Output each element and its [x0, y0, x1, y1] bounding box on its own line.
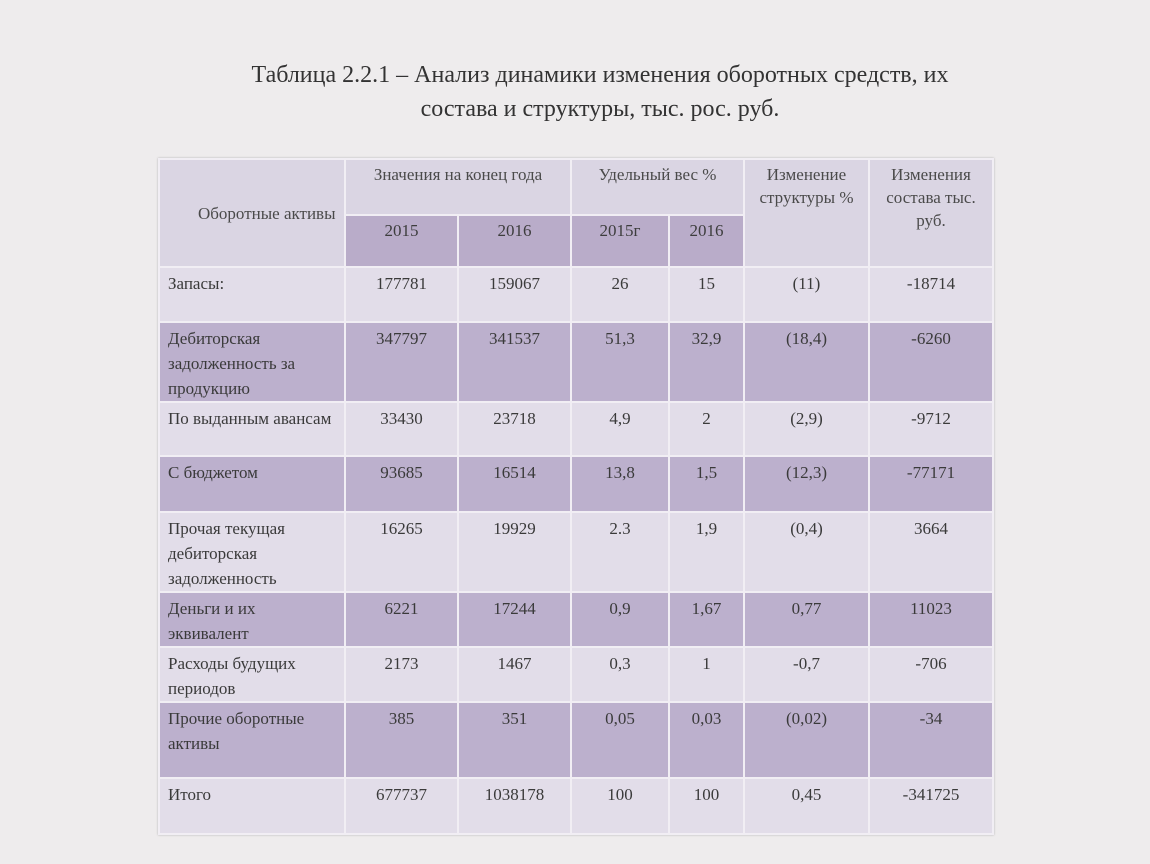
- cell-value-2016: 19929: [458, 512, 571, 592]
- cell-structure-change: 0,45: [744, 778, 869, 834]
- cell-share-2015: 13,8: [571, 456, 669, 512]
- table-row: [159, 702, 993, 778]
- cell-structure-change: 0,77: [744, 592, 869, 647]
- cell-value-2015: 177781: [345, 267, 458, 322]
- cell-value-2015: 6221: [345, 592, 458, 647]
- cell-composition-change: 3664: [869, 512, 993, 592]
- cell-value-2016: 23718: [458, 402, 571, 456]
- cell-share-2015: 100: [571, 778, 669, 834]
- table-row: [159, 592, 993, 647]
- row-label: По выданным авансам: [159, 402, 345, 456]
- cell-composition-change: -9712: [869, 402, 993, 456]
- table-row: [159, 512, 993, 592]
- cell-value-2015: 677737: [345, 778, 458, 834]
- cell-value-2015: 16265: [345, 512, 458, 592]
- row-label: Прочая текущая дебиторская задолженность: [159, 512, 345, 592]
- header-values-end-year: Значения на конец года: [345, 159, 571, 215]
- row-label: Итого: [159, 778, 345, 834]
- table-row-total: [159, 778, 993, 834]
- cell-structure-change: (12,3): [744, 456, 869, 512]
- cell-composition-change: -341725: [869, 778, 993, 834]
- cell-share-2016: 1,5: [669, 456, 744, 512]
- cell-share-2016: 100: [669, 778, 744, 834]
- cell-structure-change: (18,4): [744, 322, 869, 402]
- table-row: [159, 322, 993, 402]
- cell-value-2015: 33430: [345, 402, 458, 456]
- header-share-percent: Удельный вес %: [571, 159, 744, 215]
- header-structure-change: Изменение структуры %: [744, 159, 869, 267]
- header-assets: Оборотные активы: [159, 159, 345, 267]
- cell-share-2015: 4,9: [571, 402, 669, 456]
- cell-value-2016: 159067: [458, 267, 571, 322]
- cell-share-2015: 26: [571, 267, 669, 322]
- cell-value-2016: 1467: [458, 647, 571, 702]
- cell-composition-change: -34: [869, 702, 993, 778]
- cell-structure-change: (0,02): [744, 702, 869, 778]
- table-caption-line-2: состава и структуры, тыс. рос. руб.: [420, 96, 780, 122]
- cell-value-2015: 347797: [345, 322, 458, 402]
- table-row: [159, 402, 993, 456]
- cell-value-2016: 1038178: [458, 778, 571, 834]
- cell-composition-change: -706: [869, 647, 993, 702]
- row-label: С бюджетом: [159, 456, 345, 512]
- cell-share-2015: 0,3: [571, 647, 669, 702]
- cell-composition-change: -6260: [869, 322, 993, 402]
- cell-share-2015: 0,05: [571, 702, 669, 778]
- row-label: Запасы:: [159, 267, 345, 322]
- table-caption-line-1: Таблица 2.2.1 – Анализ динамики изменения оборотных средств, их: [251, 62, 949, 88]
- header-share-2015: 2015г: [571, 215, 669, 267]
- cell-value-2015: 385: [345, 702, 458, 778]
- table-caption: [150, 58, 1050, 126]
- row-label: Деньги и их эквивалент: [159, 592, 345, 647]
- cell-structure-change: -0,7: [744, 647, 869, 702]
- cell-structure-change: (0,4): [744, 512, 869, 592]
- cell-share-2015: 0,9: [571, 592, 669, 647]
- cell-composition-change: 11023: [869, 592, 993, 647]
- cell-value-2016: 17244: [458, 592, 571, 647]
- cell-share-2016: 1: [669, 647, 744, 702]
- row-label: Расходы будущих периодов: [159, 647, 345, 702]
- row-label: Дебиторская задолженность за продукцию: [159, 322, 345, 402]
- cell-value-2016: 341537: [458, 322, 571, 402]
- header-year-2016: 2016: [458, 215, 571, 267]
- cell-share-2016: 1,67: [669, 592, 744, 647]
- cell-share-2016: 1,9: [669, 512, 744, 592]
- cell-value-2015: 2173: [345, 647, 458, 702]
- table-row: [159, 647, 993, 702]
- cell-share-2016: 32,9: [669, 322, 744, 402]
- table-row: [159, 456, 993, 512]
- cell-structure-change: (2,9): [744, 402, 869, 456]
- cell-share-2016: 0,03: [669, 702, 744, 778]
- cell-composition-change: -18714: [869, 267, 993, 322]
- header-composition-change: Изменения состава тыс. руб.: [869, 159, 993, 267]
- cell-share-2015: 2.3: [571, 512, 669, 592]
- cell-value-2016: 16514: [458, 456, 571, 512]
- header-year-2015: 2015: [345, 215, 458, 267]
- header-share-2016: 2016: [669, 215, 744, 267]
- cell-value-2016: 351: [458, 702, 571, 778]
- row-label: Прочие оборотные активы: [159, 702, 345, 778]
- cell-share-2016: 15: [669, 267, 744, 322]
- cell-composition-change: -77171: [869, 456, 993, 512]
- cell-share-2016: 2: [669, 402, 744, 456]
- cell-structure-change: (11): [744, 267, 869, 322]
- current-assets-table: [158, 158, 994, 835]
- table-row: [159, 267, 993, 322]
- cell-share-2015: 51,3: [571, 322, 669, 402]
- cell-value-2015: 93685: [345, 456, 458, 512]
